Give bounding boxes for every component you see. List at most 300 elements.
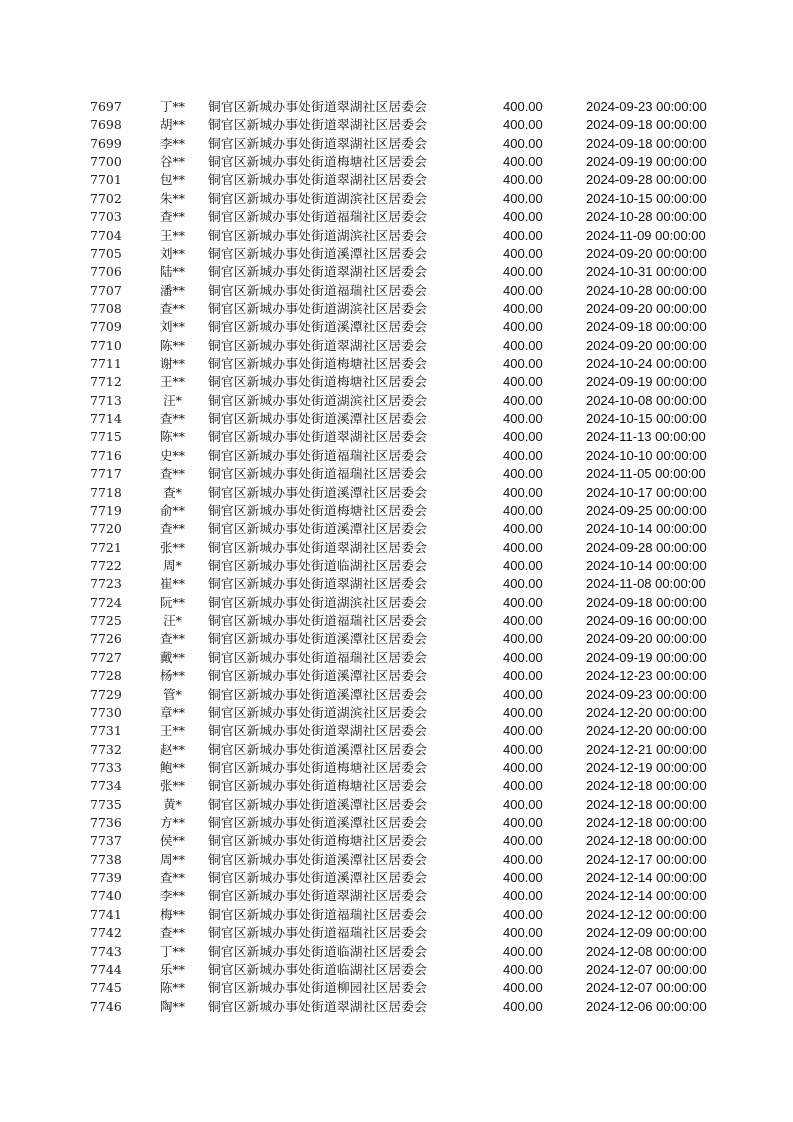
recipient-name: 查** <box>159 870 185 886</box>
row-id: 7721 <box>90 539 122 555</box>
recipient-name: 方** <box>159 815 185 831</box>
recipient-name: 查** <box>159 209 185 225</box>
organization: 铜官区新城办事处街道梅塘社区居委会 <box>208 833 428 849</box>
table-row <box>0 594 793 612</box>
date: 2024-09-18 00:00:00 <box>586 135 707 151</box>
table-row <box>0 465 793 483</box>
table-row <box>0 355 793 373</box>
row-id: 7708 <box>90 300 122 316</box>
recipient-name: 张** <box>159 539 185 555</box>
row-id: 7716 <box>90 447 122 463</box>
table-row <box>0 943 793 961</box>
table-row <box>0 979 793 997</box>
table-row <box>0 575 793 593</box>
amount: 400.00 <box>503 925 543 941</box>
date: 2024-09-19 00:00:00 <box>586 154 707 170</box>
table-row <box>0 704 793 722</box>
date: 2024-10-14 00:00:00 <box>586 521 707 537</box>
row-id: 7706 <box>90 264 122 280</box>
recipient-name: 胡** <box>159 117 185 133</box>
recipient-name: 潘** <box>159 282 185 298</box>
organization: 铜官区新城办事处街道溪潭社区居委会 <box>208 870 428 886</box>
date: 2024-12-07 00:00:00 <box>586 961 707 977</box>
row-id: 7746 <box>90 998 122 1014</box>
table-row <box>0 153 793 171</box>
row-id: 7727 <box>90 649 122 665</box>
organization: 铜官区新城办事处街道溪潭社区居委会 <box>208 851 428 867</box>
recipient-name: 赵** <box>159 741 185 757</box>
amount: 400.00 <box>503 631 543 647</box>
amount: 400.00 <box>503 961 543 977</box>
table-row <box>0 282 793 300</box>
organization: 铜官区新城办事处街道临湖社区居委会 <box>208 557 428 573</box>
row-id: 7743 <box>90 943 122 959</box>
recipient-name: 鲍** <box>159 759 185 775</box>
date: 2024-11-09 00:00:00 <box>586 227 706 243</box>
amount: 400.00 <box>503 264 543 280</box>
organization: 铜官区新城办事处街道翠湖社区居委会 <box>208 99 428 114</box>
row-id: 7703 <box>90 209 122 225</box>
date: 2024-12-14 00:00:00 <box>586 870 707 886</box>
organization: 铜官区新城办事处街道翠湖社区居委会 <box>208 135 428 151</box>
organization: 铜官区新城办事处街道福瑞社区居委会 <box>208 906 428 922</box>
table-row <box>0 171 793 189</box>
amount: 400.00 <box>503 833 543 849</box>
row-id: 7735 <box>90 796 122 812</box>
row-id: 7733 <box>90 759 122 775</box>
organization: 铜官区新城办事处街道溪潭社区居委会 <box>208 484 428 500</box>
date: 2024-12-19 00:00:00 <box>586 759 707 775</box>
recipient-name: 王** <box>159 723 185 739</box>
table-row <box>0 906 793 924</box>
recipient-name: 乐** <box>159 961 185 977</box>
recipient-name: 查** <box>159 466 185 482</box>
recipient-name: 梅** <box>159 906 185 922</box>
table-row <box>0 759 793 777</box>
recipient-name: 丁** <box>159 99 185 114</box>
date: 2024-09-20 00:00:00 <box>586 631 707 647</box>
organization: 铜官区新城办事处街道翠湖社区居委会 <box>208 539 428 555</box>
row-id: 7740 <box>90 888 122 904</box>
organization: 铜官区新城办事处街道翠湖社区居委会 <box>208 888 428 904</box>
amount: 400.00 <box>503 135 543 151</box>
date: 2024-12-14 00:00:00 <box>586 888 707 904</box>
organization: 铜官区新城办事处街道梅塘社区居委会 <box>208 759 428 775</box>
table-row <box>0 851 793 869</box>
organization: 铜官区新城办事处街道梅塘社区居委会 <box>208 502 428 518</box>
organization: 铜官区新城办事处街道梅塘社区居委会 <box>208 374 428 390</box>
date: 2024-12-21 00:00:00 <box>586 741 707 757</box>
organization: 铜官区新城办事处街道溪潭社区居委会 <box>208 245 428 261</box>
table-row <box>0 520 793 538</box>
amount: 400.00 <box>503 356 543 372</box>
amount: 400.00 <box>503 429 543 445</box>
row-id: 7723 <box>90 576 122 592</box>
recipient-name: 李** <box>159 888 185 904</box>
amount: 400.00 <box>503 851 543 867</box>
date: 2024-09-16 00:00:00 <box>586 613 707 629</box>
recipient-name: 崔** <box>159 576 185 592</box>
date: 2024-09-19 00:00:00 <box>586 649 707 665</box>
amount: 400.00 <box>503 392 543 408</box>
row-id: 7724 <box>90 594 122 610</box>
recipient-name: 黄* <box>163 796 182 812</box>
recipient-name: 查* <box>163 484 182 500</box>
row-id: 7698 <box>90 117 122 133</box>
date: 2024-11-05 00:00:00 <box>586 466 706 482</box>
date: 2024-12-18 00:00:00 <box>586 796 707 812</box>
amount: 400.00 <box>503 539 543 555</box>
table-row <box>0 373 793 391</box>
table-row <box>0 998 793 1016</box>
recipient-name: 查** <box>159 411 185 427</box>
recipient-name: 章** <box>159 704 185 720</box>
table-row <box>0 337 793 355</box>
amount: 400.00 <box>503 557 543 573</box>
table-row <box>0 832 793 850</box>
amount: 400.00 <box>503 741 543 757</box>
amount: 400.00 <box>503 704 543 720</box>
amount: 400.00 <box>503 778 543 794</box>
row-id: 7710 <box>90 337 122 353</box>
date: 2024-09-18 00:00:00 <box>586 319 707 335</box>
row-id: 7731 <box>90 723 122 739</box>
table-row <box>0 557 793 575</box>
table-row <box>0 777 793 795</box>
organization: 铜官区新城办事处街道溪潭社区居委会 <box>208 686 428 702</box>
amount: 400.00 <box>503 227 543 243</box>
table-row <box>0 887 793 905</box>
amount: 400.00 <box>503 906 543 922</box>
table-row <box>0 300 793 318</box>
organization: 铜官区新城办事处街道福瑞社区居委会 <box>208 447 428 463</box>
subsidy-table <box>0 98 793 1016</box>
organization: 铜官区新城办事处街道翠湖社区居委会 <box>208 998 428 1014</box>
date: 2024-12-06 00:00:00 <box>586 998 707 1014</box>
organization: 铜官区新城办事处街道翠湖社区居委会 <box>208 576 428 592</box>
table-row <box>0 428 793 446</box>
date: 2024-09-23 00:00:00 <box>586 99 707 114</box>
date: 2024-12-18 00:00:00 <box>586 833 707 849</box>
row-id: 7707 <box>90 282 122 298</box>
row-id: 7741 <box>90 906 122 922</box>
date: 2024-09-20 00:00:00 <box>586 245 707 261</box>
amount: 400.00 <box>503 594 543 610</box>
row-id: 7718 <box>90 484 122 500</box>
row-id: 7726 <box>90 631 122 647</box>
recipient-name: 查** <box>159 300 185 316</box>
table-row <box>0 539 793 557</box>
date: 2024-12-18 00:00:00 <box>586 778 707 794</box>
organization: 铜官区新城办事处街道湖滨社区居委会 <box>208 594 428 610</box>
table-row <box>0 392 793 410</box>
organization: 铜官区新城办事处街道溪潭社区居委会 <box>208 521 428 537</box>
organization: 铜官区新城办事处街道翠湖社区居委会 <box>208 337 428 353</box>
table-row <box>0 796 793 814</box>
recipient-name: 查** <box>159 521 185 537</box>
date: 2024-09-20 00:00:00 <box>586 300 707 316</box>
date: 2024-10-28 00:00:00 <box>586 282 707 298</box>
recipient-name: 陈** <box>159 980 185 996</box>
organization: 铜官区新城办事处街道湖滨社区居委会 <box>208 227 428 243</box>
row-id: 7714 <box>90 411 122 427</box>
row-id: 7701 <box>90 172 122 188</box>
recipient-name: 陈** <box>159 429 185 445</box>
amount: 400.00 <box>503 411 543 427</box>
organization: 铜官区新城办事处街道福瑞社区居委会 <box>208 649 428 665</box>
date: 2024-10-31 00:00:00 <box>586 264 707 280</box>
table-row <box>0 869 793 887</box>
row-id: 7719 <box>90 502 122 518</box>
amount: 400.00 <box>503 998 543 1014</box>
row-id: 7745 <box>90 980 122 996</box>
organization: 铜官区新城办事处街道福瑞社区居委会 <box>208 466 428 482</box>
table-row <box>0 245 793 263</box>
table-row <box>0 318 793 336</box>
date: 2024-10-17 00:00:00 <box>586 484 707 500</box>
amount: 400.00 <box>503 190 543 206</box>
organization: 铜官区新城办事处街道溪潭社区居委会 <box>208 741 428 757</box>
table-row <box>0 447 793 465</box>
table-row <box>0 98 793 116</box>
table-row <box>0 924 793 942</box>
row-id: 7709 <box>90 319 122 335</box>
table-row <box>0 741 793 759</box>
recipient-name: 张** <box>159 778 185 794</box>
table-row <box>0 649 793 667</box>
row-id: 7730 <box>90 704 122 720</box>
recipient-name: 陶** <box>159 998 185 1014</box>
date: 2024-10-15 00:00:00 <box>586 411 707 427</box>
row-id: 7697 <box>90 99 122 114</box>
amount: 400.00 <box>503 870 543 886</box>
row-id: 7720 <box>90 521 122 537</box>
organization: 铜官区新城办事处街道溪潭社区居委会 <box>208 319 428 335</box>
amount: 400.00 <box>503 723 543 739</box>
row-id: 7699 <box>90 135 122 151</box>
organization: 铜官区新城办事处街道溪潭社区居委会 <box>208 668 428 684</box>
recipient-name: 谷** <box>159 154 185 170</box>
organization: 铜官区新城办事处街道福瑞社区居委会 <box>208 209 428 225</box>
amount: 400.00 <box>503 172 543 188</box>
table-row <box>0 135 793 153</box>
recipient-name: 包** <box>159 172 185 188</box>
recipient-name: 陆** <box>159 264 185 280</box>
organization: 铜官区新城办事处街道福瑞社区居委会 <box>208 613 428 629</box>
row-id: 7711 <box>90 356 122 372</box>
row-id: 7705 <box>90 245 122 261</box>
date: 2024-12-23 00:00:00 <box>586 668 707 684</box>
recipient-name: 周** <box>159 851 185 867</box>
organization: 铜官区新城办事处街道梅塘社区居委会 <box>208 778 428 794</box>
date: 2024-10-15 00:00:00 <box>586 190 707 206</box>
organization: 铜官区新城办事处街道梅塘社区居委会 <box>208 356 428 372</box>
row-id: 7713 <box>90 392 122 408</box>
row-id: 7728 <box>90 668 122 684</box>
date: 2024-11-13 00:00:00 <box>586 429 706 445</box>
organization: 铜官区新城办事处街道临湖社区居委会 <box>208 943 428 959</box>
row-id: 7712 <box>90 374 122 390</box>
recipient-name: 刘** <box>159 245 185 261</box>
recipient-name: 查** <box>159 925 185 941</box>
amount: 400.00 <box>503 484 543 500</box>
date: 2024-10-24 00:00:00 <box>586 356 707 372</box>
date: 2024-09-19 00:00:00 <box>586 374 707 390</box>
date: 2024-09-23 00:00:00 <box>586 686 707 702</box>
row-id: 7742 <box>90 925 122 941</box>
organization: 铜官区新城办事处街道福瑞社区居委会 <box>208 925 428 941</box>
recipient-name: 刘** <box>159 319 185 335</box>
date: 2024-12-08 00:00:00 <box>586 943 707 959</box>
row-id: 7702 <box>90 190 122 206</box>
table-row <box>0 722 793 740</box>
date: 2024-12-20 00:00:00 <box>586 704 707 720</box>
amount: 400.00 <box>503 686 543 702</box>
row-id: 7736 <box>90 815 122 831</box>
recipient-name: 陈** <box>159 337 185 353</box>
amount: 400.00 <box>503 99 543 114</box>
amount: 400.00 <box>503 337 543 353</box>
recipient-name: 王** <box>159 227 185 243</box>
recipient-name: 周* <box>163 557 182 573</box>
amount: 400.00 <box>503 282 543 298</box>
amount: 400.00 <box>503 117 543 133</box>
date: 2024-09-20 00:00:00 <box>586 337 707 353</box>
recipient-name: 汪* <box>163 392 182 408</box>
table-row <box>0 410 793 428</box>
table-row <box>0 227 793 245</box>
organization: 铜官区新城办事处街道湖滨社区居委会 <box>208 300 428 316</box>
table-row <box>0 630 793 648</box>
organization: 铜官区新城办事处街道翠湖社区居委会 <box>208 429 428 445</box>
recipient-name: 查** <box>159 631 185 647</box>
row-id: 7715 <box>90 429 122 445</box>
recipient-name: 俞** <box>159 502 185 518</box>
organization: 铜官区新城办事处街道溪潭社区居委会 <box>208 411 428 427</box>
recipient-name: 丁** <box>159 943 185 959</box>
amount: 400.00 <box>503 300 543 316</box>
table-row <box>0 612 793 630</box>
amount: 400.00 <box>503 209 543 225</box>
date: 2024-12-12 00:00:00 <box>586 906 707 922</box>
date: 2024-10-14 00:00:00 <box>586 557 707 573</box>
recipient-name: 戴** <box>159 649 185 665</box>
date: 2024-09-18 00:00:00 <box>586 117 707 133</box>
recipient-name: 李** <box>159 135 185 151</box>
amount: 400.00 <box>503 668 543 684</box>
organization: 铜官区新城办事处街道湖滨社区居委会 <box>208 392 428 408</box>
date: 2024-09-18 00:00:00 <box>586 594 707 610</box>
recipient-name: 谢** <box>159 356 185 372</box>
date: 2024-11-08 00:00:00 <box>586 576 706 592</box>
amount: 400.00 <box>503 815 543 831</box>
date: 2024-10-10 00:00:00 <box>586 447 707 463</box>
row-id: 7729 <box>90 686 122 702</box>
organization: 铜官区新城办事处街道湖滨社区居委会 <box>208 190 428 206</box>
recipient-name: 侯** <box>159 833 185 849</box>
organization: 铜官区新城办事处街道梅塘社区居委会 <box>208 154 428 170</box>
table-row <box>0 190 793 208</box>
date: 2024-10-08 00:00:00 <box>586 392 707 408</box>
amount: 400.00 <box>503 796 543 812</box>
row-id: 7734 <box>90 778 122 794</box>
recipient-name: 王** <box>159 374 185 390</box>
row-id: 7722 <box>90 557 122 573</box>
table-row <box>0 667 793 685</box>
amount: 400.00 <box>503 374 543 390</box>
date: 2024-12-07 00:00:00 <box>586 980 707 996</box>
table-row <box>0 263 793 281</box>
amount: 400.00 <box>503 447 543 463</box>
organization: 铜官区新城办事处街道湖滨社区居委会 <box>208 704 428 720</box>
table-row <box>0 502 793 520</box>
organization: 铜官区新城办事处街道溪潭社区居委会 <box>208 815 428 831</box>
table-row <box>0 484 793 502</box>
row-id: 7739 <box>90 870 122 886</box>
date: 2024-12-20 00:00:00 <box>586 723 707 739</box>
amount: 400.00 <box>503 613 543 629</box>
amount: 400.00 <box>503 576 543 592</box>
amount: 400.00 <box>503 759 543 775</box>
recipient-name: 杨** <box>159 668 185 684</box>
organization: 铜官区新城办事处街道柳园社区居委会 <box>208 980 428 996</box>
date: 2024-12-18 00:00:00 <box>586 815 707 831</box>
amount: 400.00 <box>503 888 543 904</box>
table-row <box>0 814 793 832</box>
table-row <box>0 961 793 979</box>
row-id: 7704 <box>90 227 122 243</box>
amount: 400.00 <box>503 245 543 261</box>
table-row <box>0 116 793 134</box>
organization: 铜官区新城办事处街道福瑞社区居委会 <box>208 282 428 298</box>
organization: 铜官区新城办事处街道溪潭社区居委会 <box>208 631 428 647</box>
table-row <box>0 686 793 704</box>
recipient-name: 管* <box>163 686 182 702</box>
row-id: 7732 <box>90 741 122 757</box>
amount: 400.00 <box>503 521 543 537</box>
organization: 铜官区新城办事处街道翠湖社区居委会 <box>208 172 428 188</box>
amount: 400.00 <box>503 943 543 959</box>
amount: 400.00 <box>503 649 543 665</box>
amount: 400.00 <box>503 319 543 335</box>
organization: 铜官区新城办事处街道溪潭社区居委会 <box>208 796 428 812</box>
amount: 400.00 <box>503 980 543 996</box>
date: 2024-09-28 00:00:00 <box>586 172 707 188</box>
row-id: 7738 <box>90 851 122 867</box>
date: 2024-09-28 00:00:00 <box>586 539 707 555</box>
row-id: 7700 <box>90 154 122 170</box>
date: 2024-10-28 00:00:00 <box>586 209 707 225</box>
amount: 400.00 <box>503 154 543 170</box>
amount: 400.00 <box>503 466 543 482</box>
amount: 400.00 <box>503 502 543 518</box>
organization: 铜官区新城办事处街道翠湖社区居委会 <box>208 264 428 280</box>
recipient-name: 史** <box>159 447 185 463</box>
table-row <box>0 208 793 226</box>
row-id: 7744 <box>90 961 122 977</box>
recipient-name: 阮** <box>159 594 185 610</box>
row-id: 7717 <box>90 466 122 482</box>
row-id: 7737 <box>90 833 122 849</box>
date: 2024-09-25 00:00:00 <box>586 502 707 518</box>
recipient-name: 朱** <box>159 190 185 206</box>
row-id: 7725 <box>90 613 122 629</box>
organization: 铜官区新城办事处街道翠湖社区居委会 <box>208 117 428 133</box>
organization: 铜官区新城办事处街道翠湖社区居委会 <box>208 723 428 739</box>
date: 2024-12-09 00:00:00 <box>586 925 707 941</box>
date: 2024-12-17 00:00:00 <box>586 851 707 867</box>
recipient-name: 汪* <box>163 613 182 629</box>
